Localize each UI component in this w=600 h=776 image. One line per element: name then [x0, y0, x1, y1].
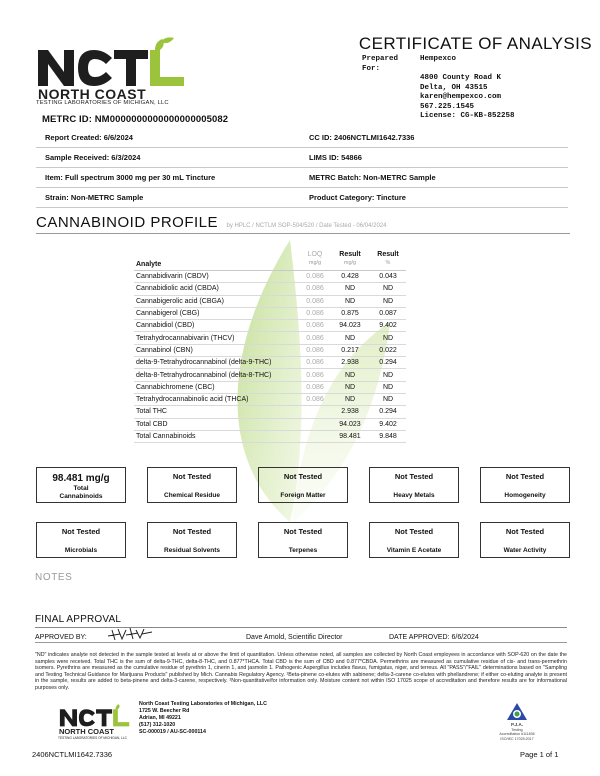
total-label-2: Cannabinoids: [59, 492, 103, 500]
test-label: Heavy Metals: [393, 492, 435, 499]
analyte-name: Cannabigerol (CBG): [136, 310, 200, 318]
test-label: Foreign Matter: [280, 492, 326, 499]
info-row: [36, 128, 568, 148]
date-approved: DATE APPROVED: 6/6/2024: [389, 634, 479, 641]
loq-value: 0.086: [306, 322, 324, 330]
analyte-name: Tetrahydrocannabivarin (THCV): [136, 334, 235, 342]
notes-title: NOTES: [35, 572, 73, 583]
result-mg: 94.023: [339, 420, 361, 428]
col-result-pct: [370, 250, 406, 268]
col-result-mg: [330, 250, 370, 268]
page-title: CERTIFICATE OF ANALYSIS: [358, 34, 592, 53]
analyte-name: Total CBD: [136, 420, 168, 428]
nctl-logo-icon: [34, 36, 194, 88]
metrc-batch: METRC Batch: Non-METRC Sample: [309, 173, 436, 182]
pja-line-2: Accreditation #111836: [499, 732, 535, 737]
col-loq-label: LOQ: [307, 251, 323, 258]
strain: Strain: Non-METRC Sample: [45, 193, 144, 202]
test-status: Not Tested: [394, 472, 434, 481]
table-header: [134, 248, 406, 271]
logo-name: NORTH COAST: [38, 86, 147, 102]
lab-address-block: [139, 701, 267, 736]
col-result2-label: Result: [377, 251, 399, 258]
signature-icon: [106, 626, 154, 642]
result-mg: 98.481: [339, 433, 361, 440]
result-pct: ND: [382, 383, 394, 391]
analyte-name: Cannabidiolic acid (CBDA): [136, 285, 219, 293]
table-row: [134, 332, 406, 344]
test-status: Not Tested: [172, 472, 212, 481]
table-row: [134, 320, 406, 332]
lab-street: 1725 W. Beecher Rd: [139, 708, 190, 714]
result-mg: 0.217: [341, 346, 359, 354]
pja-accreditation: [496, 702, 538, 741]
table-row: [134, 345, 406, 357]
analyte-name: Total Cannabinoids: [136, 433, 196, 440]
total-cannabinoids-value: 98.481 mg/g: [52, 473, 110, 484]
col-loq: [300, 250, 330, 268]
test-status-box: [36, 522, 126, 558]
test-label: Terpenes: [288, 547, 318, 554]
lims-id: LIMS ID: 54866: [309, 153, 362, 162]
result-mg: ND: [344, 371, 356, 379]
table-row: [134, 419, 406, 431]
metrc-id: METRC ID: NM0000000000000000005082: [42, 114, 229, 125]
result-pct: 9.402: [379, 420, 397, 428]
analyte-name: Total THC: [136, 408, 167, 416]
col-result2-unit: %: [385, 260, 391, 266]
approved-by-label: APPROVED BY:: [35, 634, 87, 641]
result-pct: ND: [382, 396, 394, 404]
col-loq-unit: mg/g: [308, 260, 322, 266]
loq-value: 0.086: [306, 334, 324, 342]
result-pct: 0.087: [379, 310, 397, 318]
loq-value: 0.086: [306, 273, 324, 281]
result-mg: 0.875: [341, 310, 359, 318]
total-cannabinoids-box: [36, 467, 126, 503]
result-pct: ND: [382, 334, 394, 342]
table-row: [134, 382, 406, 394]
company-logo: [34, 36, 194, 108]
info-row: [36, 148, 568, 168]
result-pct: 0.294: [379, 359, 397, 367]
test-status-box: [369, 522, 459, 558]
test-label: Chemical Residue: [164, 492, 220, 499]
item: Item: Full spectrum 3000 mg per 30 mL Tincture: [45, 173, 216, 182]
test-status: Not Tested: [61, 527, 101, 536]
report-id-footer: 2406NCTLMI1642.7336: [32, 750, 113, 759]
result-pct: 9.848: [379, 433, 397, 440]
pja-globe-icon: [506, 702, 528, 722]
footer-logo-name: NORTH COAST: [59, 727, 114, 736]
result-pct: ND: [382, 297, 394, 305]
test-label: Residual Solvents: [164, 547, 220, 554]
sample-received: Sample Received: 6/3/2024: [45, 153, 141, 162]
table-row: [134, 406, 406, 418]
result-mg: 2.938: [341, 408, 359, 416]
loq-value: 0.086: [306, 396, 324, 404]
prepared-for-block: [362, 55, 515, 122]
sample-info-grid: [36, 128, 568, 208]
pja-name: P.J.A.: [511, 722, 523, 728]
analyte-name: Cannabidiol (CBD): [136, 322, 195, 330]
analyte-name: Cannabichromene (CBC): [136, 383, 215, 391]
table-row: [134, 296, 406, 308]
analyte-name: delta-8-Tetrahydrocannabinol (delta-8-THC): [136, 371, 272, 379]
loq-value: 0.086: [306, 371, 324, 379]
approval-line: [35, 642, 567, 643]
cc-id: CC ID: 2406NCTLMI1642.7336: [309, 133, 415, 142]
result-mg: ND: [344, 297, 356, 305]
test-status: Not Tested: [172, 527, 212, 536]
test-status: Not Tested: [283, 472, 323, 481]
table-row: [134, 431, 406, 443]
pja-line-1: Testing: [511, 727, 523, 732]
test-status-box: [480, 522, 570, 558]
client-phone: 567.225.1545: [420, 102, 475, 111]
total-cannabinoids-label: [37, 485, 125, 500]
test-label: Homogeneity: [504, 492, 546, 499]
profile-title: CANNABINOID PROFILE: [36, 214, 219, 231]
analyte-name: Tetrahydrocannabinolic acid (THCA): [136, 396, 249, 404]
test-status-box: [369, 467, 459, 503]
lab-city: Adrian, MI 49221: [139, 715, 181, 721]
result-mg: ND: [344, 285, 356, 293]
page-number: Page 1 of 1: [520, 750, 559, 759]
pja-line-3: ISO/IEC 17025:2017: [500, 736, 534, 741]
test-status-box: [258, 522, 348, 558]
analyte-name: Cannabigerolic acid (CBGA): [136, 297, 224, 305]
info-row: [36, 188, 568, 208]
table-row: [134, 283, 406, 295]
result-pct: 0.294: [379, 408, 397, 416]
table-row: [134, 308, 406, 320]
client-license: License: CG-KB-852258: [420, 112, 515, 120]
test-status-box: [258, 467, 348, 503]
test-label: Microbials: [64, 547, 98, 554]
table-row: [134, 369, 406, 381]
test-status-box: [480, 467, 570, 503]
analyte-name: delta-9-Tetrahydrocannabinol (delta-9-THC): [136, 359, 272, 367]
info-row: [36, 168, 568, 188]
client-address-2: Delta, OH 43515: [420, 83, 488, 92]
cannabinoid-profile-heading: [36, 214, 570, 234]
loq-value: 0.086: [306, 297, 324, 305]
nctl-footer-logo-icon: [58, 702, 134, 728]
prepared-for-label: Prepared For:: [362, 55, 399, 73]
col-analyte: Analyte: [136, 261, 162, 268]
test-status: Not Tested: [505, 472, 545, 481]
client-email: karen@hempexco.com: [420, 93, 502, 101]
footer-logo-subtitle: TESTING LABORATORIES OF MICHIGAN, LLC: [58, 736, 127, 740]
product-category: Product Category: Tincture: [309, 193, 406, 202]
result-pct: 0.022: [379, 346, 397, 354]
test-status: Not Tested: [394, 527, 434, 536]
result-mg: ND: [344, 334, 356, 342]
table-row: [134, 394, 406, 406]
analyte-name: Cannabinol (CBN): [136, 346, 193, 354]
result-pct: ND: [382, 371, 394, 379]
table-row: [134, 271, 406, 283]
result-pct: 0.043: [379, 273, 397, 281]
loq-value: 0.086: [306, 285, 324, 293]
disclaimer-text: "ND" indicates analyte not detected in the sample tested at levels at or above the limit of quantitation. Unless otherwise noted, all samples are collected by North Coast employees in accordance with SOP-620 on the date the samples were received. Total THC is the sum of delta-9-THC, delta-8-THC, and 0.877*THCA. Total CBD is the sum of CBD and 0.877*CBDA. Permethrins are measured as cumulative residue of cis- and trans-permethrin isomers. Pyrethrins are measured as the cumulative residue of pyrethrin 1, cinerin 1, and jasmolin 1. Pathogenic Aspergillus includes flavus, fumigatus, niger, and terreus. All "PASS"/"FAIL" determinations based on "Sampling and Testing Technical Guidance for Marijuana Products" published by Mich. Cannabis Regulatory Agency. ¹Beta-pinene co-elutes with sabinene; delta-3-carene co-elutes with phellandrene; if either co-eluting analyte is present in the sample, results are added to beta-pinene and delta-3-carene, respectively. ²Non-quantitative/for information only. Moisture content not within ISO 17025 scope of accreditation and therefore results are for informational purposes only.: [35, 652, 567, 691]
result-mg: 94.023: [339, 322, 361, 330]
client-address-1: 4800 County Road K: [420, 74, 502, 82]
test-status-box: [147, 467, 237, 503]
footer-logo: [58, 702, 134, 742]
col-result-label: Result: [339, 251, 361, 258]
test-status-box: [147, 522, 237, 558]
result-pct: 9.402: [379, 322, 397, 330]
result-mg: 2.938: [341, 359, 359, 367]
test-label: Vitamin E Acetate: [386, 547, 442, 554]
result-mg: 0.428: [341, 273, 359, 281]
loq-value: 0.086: [306, 383, 324, 391]
lab-name: North Coast Testing Laboratories of Michigan, LLC: [139, 701, 267, 707]
profile-subtitle: by HPLC / NCTLM SOP-504/520 / Date Tested - 06/04/2024: [226, 223, 387, 229]
cannabinoid-table: [134, 248, 406, 443]
table-body: [134, 271, 406, 443]
lab-license: SC-000019 / AU-SC-000114: [139, 729, 206, 735]
test-status: Not Tested: [283, 527, 323, 536]
loq-value: 0.086: [306, 359, 324, 367]
total-label-1: Total: [73, 485, 89, 492]
analyte-name: Cannabidivarin (CBDV): [136, 273, 209, 281]
lab-phone: (517) 312-1020: [139, 722, 176, 728]
table-row: [134, 357, 406, 369]
final-approval-title: FINAL APPROVAL: [35, 614, 122, 625]
result-mg: ND: [344, 396, 356, 404]
test-label: Water Activity: [503, 547, 547, 554]
approver-name: Dave Arnold, Scientific Director: [246, 634, 343, 641]
test-status: Not Tested: [505, 527, 545, 536]
logo-subtitle: TESTING LABORATORIES OF MICHIGAN, LLC: [36, 100, 169, 106]
col-result-unit: mg/g: [343, 260, 357, 266]
prepared-for-name: Hempexco: [420, 55, 457, 63]
result-mg: ND: [344, 383, 356, 391]
loq-value: 0.086: [306, 346, 324, 354]
loq-value: 0.086: [306, 310, 324, 318]
result-pct: ND: [382, 285, 394, 293]
report-created: Report Created: 6/6/2024: [45, 133, 133, 142]
